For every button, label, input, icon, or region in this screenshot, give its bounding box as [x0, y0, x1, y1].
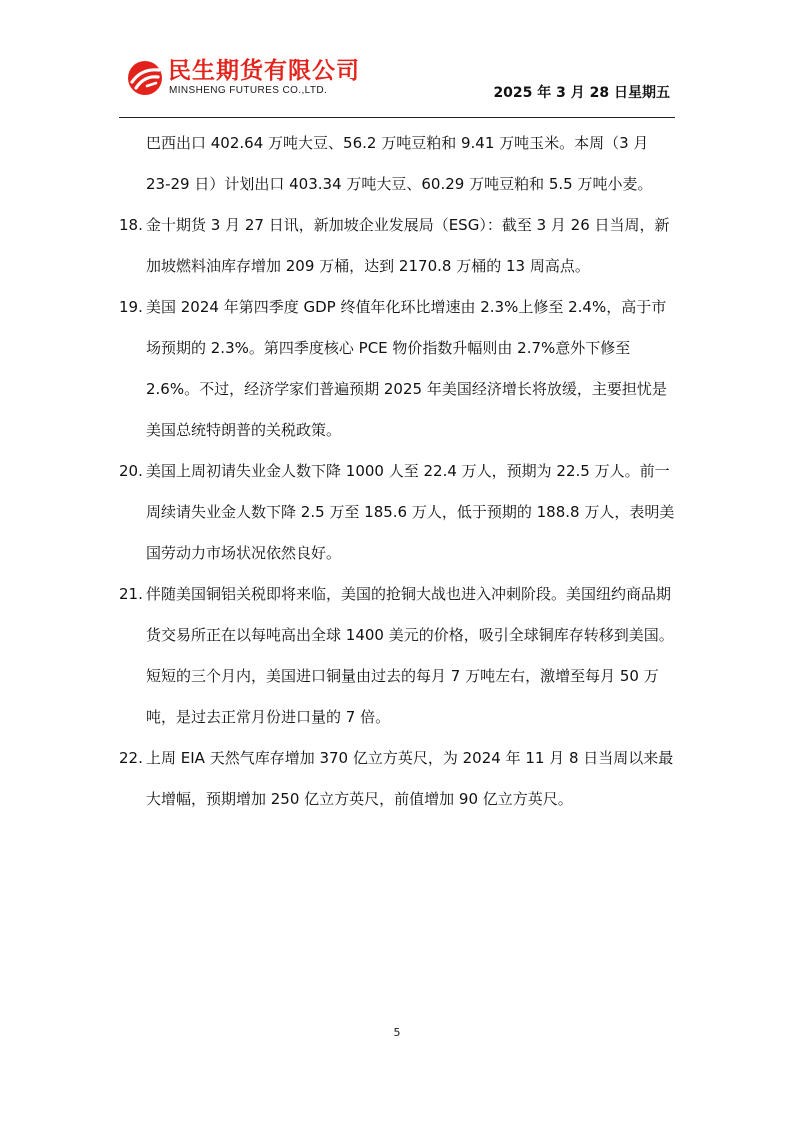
continuation-paragraph: 巴西出口 402.64 万吨大豆、56.2 万吨豆粕和 9.41 万吨玉米。本周（3 月 23-29 日）计划出口 403.34 万吨大豆、60.29 万吨豆粕和 5.5 万吨小麦。: [146, 134, 653, 193]
company-logo: [127, 58, 367, 104]
list-item: [119, 451, 675, 574]
brand-name-en: MINSHENG FUTURES CO.,LTD.: [169, 85, 328, 96]
item-number: 21.: [119, 585, 143, 603]
list-item: [119, 287, 675, 451]
item-text: 伴随美国铜铝关税即将来临，美国的抢铜大战也进入冲刺阶段。美国纽约商品期货交易所正在以每吨高出全球 1400 美元的价格，吸引全球铜库存转移到美国。短短的三个月内，美国进口铜量由过去的每月 7 万吨左右，激增至每月 50 万吨，是过去正常月份进口量的 7 倍。: [146, 585, 674, 726]
logo-emblem-icon: [127, 60, 163, 96]
item-text: 美国上周初请失业金人数下降 1000 人至 22.4 万人，预期为 22.5 万人。前一周续请失业金人数下降 2.5 万至 185.6 万人，低于预期的 188.8 万人，表明美国劳动力市场状况依然良好。: [146, 462, 675, 562]
brand-name-cn: 民生期货有限公司: [168, 58, 360, 84]
item-number: 18.: [119, 216, 143, 234]
report-date: 2025 年 3 月 28 日星期五: [493, 85, 670, 101]
list-item: [119, 738, 675, 820]
list-item: [119, 574, 675, 738]
item-text: 上周 EIA 天然气库存增加 370 亿立方英尺，为 2024 年 11 月 8 日当周以来最大增幅，预期增加 250 亿立方英尺，前值增加 90 亿立方英尺。: [146, 749, 674, 808]
list-item: [119, 205, 675, 287]
item-number: 19.: [119, 298, 143, 316]
item-text: 美国 2024 年第四季度 GDP 终值年化环比增速由 2.3%上修至 2.4%，高于市场预期的 2.3%。第四季度核心 PCE 物价指数升幅则由 2.7%意外下修至 2.6%。不过，经济学家们普遍预期 2025 年美国经济增长将放缓，主要担忧是美国总统特朗普的关税政策。: [146, 298, 667, 439]
news-body: [119, 123, 675, 820]
header-divider: [119, 117, 675, 118]
page-header: [0, 0, 794, 120]
item-text: 金十期货 3 月 27 日讯，新加坡企业发展局（ESG）：截至 3 月 26 日当周，新加坡燃料油库存增加 209 万桶，达到 2170.8 万桶的 13 周高点。: [146, 216, 670, 275]
page-number: 5: [393, 1026, 401, 1039]
item-number: 22.: [119, 749, 143, 767]
item-number: 20.: [119, 462, 143, 480]
